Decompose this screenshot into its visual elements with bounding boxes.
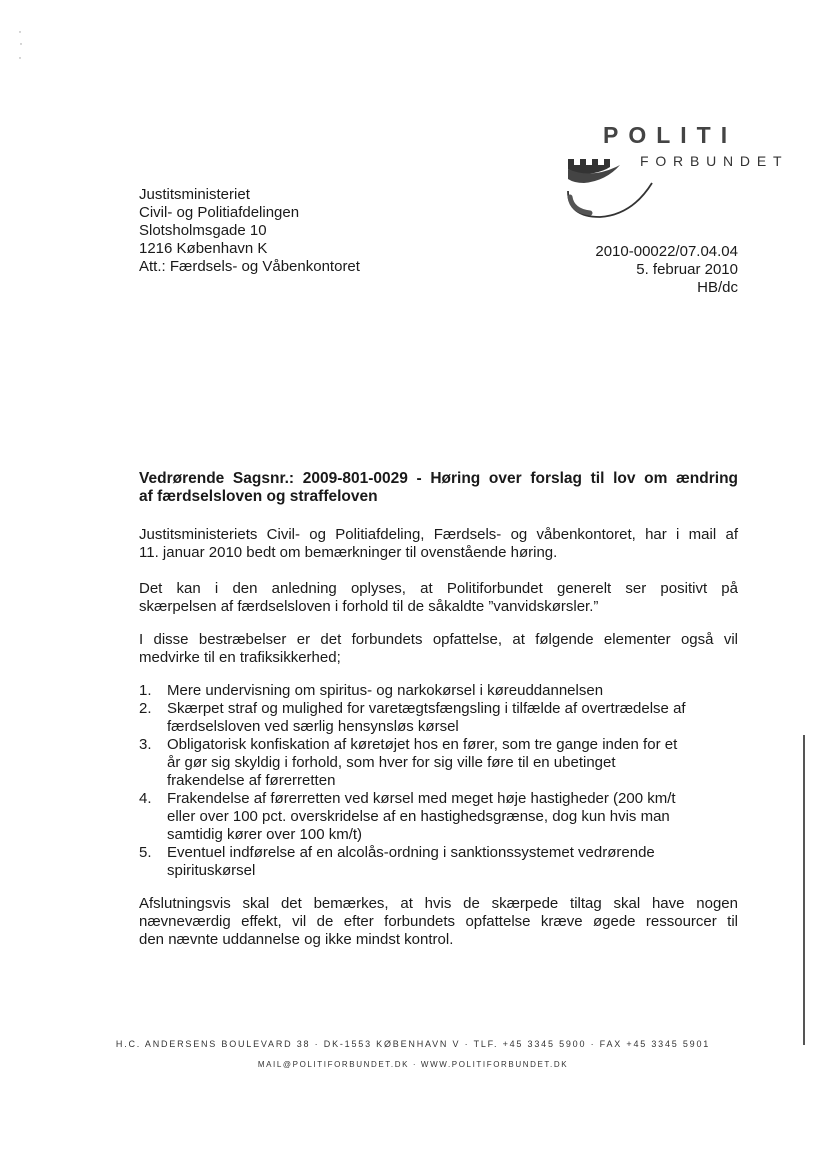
paragraph-line: I disse bestræbelser er det forbundets opfattelse, at følgende elementer også vil <box>139 631 738 648</box>
paragraph-line: Justitsministeriets Civil- og Politiafdeling, Færdsels- og våbenkontoret, har i mail af <box>139 526 738 543</box>
paragraph-intro-list <box>139 631 738 667</box>
paragraph-line: skærpelsen af færdselsloven i forhold til de såkaldte ”vanvidskørsler.” <box>139 598 599 615</box>
paragraph-line: 11. januar 2010 bedt om bemærkninger til ovenstående høring. <box>139 544 558 561</box>
list-item-line: Frakendelse af førerretten ved kørsel med meget høje hastigheder (200 km/t <box>167 790 676 807</box>
list-number: 3. <box>139 736 152 753</box>
list-item-line: spirituskørsel <box>167 862 256 879</box>
list-item <box>139 790 739 844</box>
paragraph-line: Afslutningsvis skal det bemærkes, at hvis de skærpede tiltag skal have nogen <box>139 895 738 912</box>
list-number: 5. <box>139 844 152 861</box>
list-item-line: eller over 100 pct. overskridelse af en hastighedsgrænse, dog kun hvis man <box>167 808 670 825</box>
list-item-line: Eventuel indførelse af en alcolås-ordning i sanktionssystemet vedrørende <box>167 844 655 861</box>
address-line: Justitsministeriet <box>139 186 250 203</box>
list-item-line: færdselsloven ved særlig hensynsløs kørsel <box>167 718 459 735</box>
recipient-address <box>139 186 360 276</box>
recommendations-list <box>139 682 739 880</box>
list-item-line: år gør sig skyldig i forhold, som hver for sig ville føre til en ubetinget <box>167 754 616 771</box>
logo-politi-text: POLITI <box>603 122 738 148</box>
scan-artifact-line <box>803 735 805 1045</box>
address-line: Civil- og Politiafdelingen <box>139 204 300 221</box>
reference-block <box>595 243 738 297</box>
paragraph-line: nævneværdig effekt, vil de efter forbundets opfattelse kræve øgede ressourcer til <box>139 913 738 930</box>
paragraph-line: medvirke til en trafiksikkerhed; <box>139 649 341 666</box>
address-line: Att.: Færdsels- og Våbenkontoret <box>139 258 360 275</box>
paragraph-request <box>139 526 738 562</box>
address-line: Slotsholmsgade 10 <box>139 222 267 239</box>
paragraph-closing <box>139 895 738 949</box>
scan-artifact-dots <box>18 30 24 62</box>
list-item <box>139 700 739 736</box>
subject-line-1: Vedrørende Sagsnr.: 2009-801-0029 - Høring over forslag til lov om ændring <box>139 470 738 487</box>
paragraph-position <box>139 580 738 616</box>
list-item-line: frakendelse af førerretten <box>167 772 336 789</box>
address-line: 1216 København K <box>139 240 268 257</box>
list-number: 1. <box>139 682 152 699</box>
list-item-line: Mere undervisning om spiritus- og narkokørsel i køreuddannelsen <box>167 682 604 699</box>
politiforbundet-emblem-icon <box>560 153 660 225</box>
paragraph-line: Det kan i den anledning oplyses, at Politiforbundet generelt ser positivt på <box>139 580 738 597</box>
list-item-line: Obligatorisk konfiskation af køretøjet hos en fører, som tre gange inden for et <box>167 736 678 753</box>
logo-forbundet-text: FORBUNDET <box>640 153 789 169</box>
subject-heading <box>139 470 738 506</box>
case-number: 2010-00022/07.04.04 <box>595 243 738 260</box>
list-item <box>139 844 739 880</box>
initials: HB/dc <box>697 279 738 296</box>
letter-date: 5. februar 2010 <box>636 261 738 278</box>
paragraph-line: den nævnte uddannelse og ikke mindst kontrol. <box>139 931 454 948</box>
list-item-line: samtidig kører over 100 km/t) <box>167 826 363 843</box>
list-number: 2. <box>139 700 152 717</box>
list-item-line: Skærpet straf og mulighed for varetægtsfængsling i tilfælde af overtrædelse af <box>167 700 686 717</box>
list-item <box>139 682 739 700</box>
footer-contact: MAIL@POLITIFORBUNDET.DK · WWW.POLITIFORBUNDET.DK <box>257 1060 569 1069</box>
list-number: 4. <box>139 790 152 807</box>
subject-line-2: af færdselsloven og straffeloven <box>139 488 378 505</box>
list-item <box>139 736 739 790</box>
footer-address: H.C. ANDERSENS BOULEVARD 38 · DK-1553 KØBENHAVN V · TLF. +45 3345 5900 · FAX +45 3345 5901 <box>115 1039 711 1049</box>
